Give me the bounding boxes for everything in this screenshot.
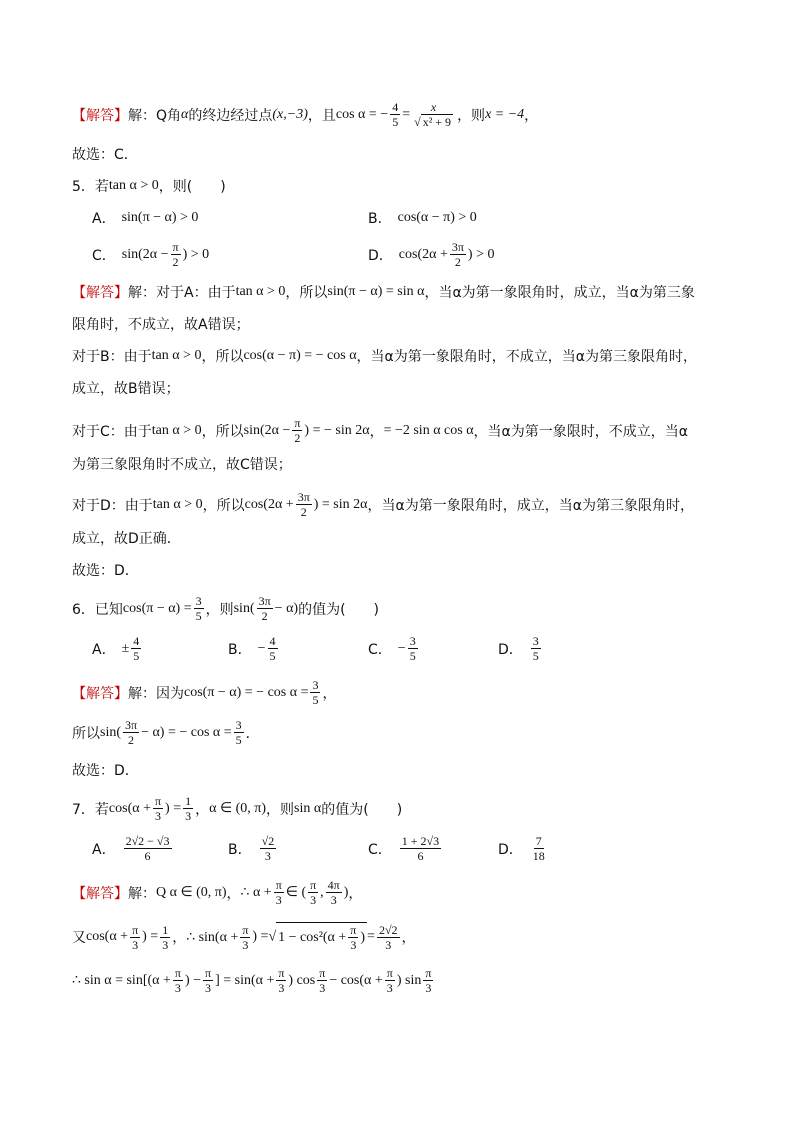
text: 的终边经过点 [188,107,273,124]
numerator: √2 [261,834,275,848]
numerator: π [294,416,301,430]
fraction [348,923,358,952]
denominator: 3 [264,849,271,863]
option-label: B． [228,641,252,658]
option-label: D． [498,841,523,858]
text: ， [172,930,187,946]
denominator: 3 [385,937,392,952]
fraction [450,240,466,269]
math: ∴ sin(α + [186,929,239,945]
fraction [153,794,163,823]
math: cos(α − π) > 0 [397,210,477,225]
denominator: 3 [386,981,393,995]
option-label: C． [92,247,116,264]
text: ，当α为第一象限角时，成立，当α为第三象 [424,285,695,301]
fraction [240,923,250,952]
numerator: π [132,922,139,937]
denominator: 3 [185,809,192,823]
denominator: 3 [275,893,282,907]
text: ， [195,801,210,818]
fraction [124,834,172,863]
text: 解：对于A：由于 [128,285,236,301]
fraction [257,594,273,623]
math: − [397,640,406,656]
numerator: 3π [451,240,464,254]
math: sin α [294,800,322,816]
math: sin(π − α) > 0 [121,210,199,225]
q5-sol-line-5 [72,416,688,445]
q5-stem [72,176,226,196]
math: = −2 sin α cos α [383,422,474,438]
math: ) [343,884,349,900]
denominator: 3 [425,981,432,995]
numerator: π [350,923,357,937]
numerator: 2√2 − √3 [125,834,170,848]
text: 6．已知 [72,601,123,618]
fraction [400,834,441,863]
fraction [423,966,433,995]
fraction [260,834,277,863]
text: ，当α为第一象限角时，成立，当α为第三象限角时， [367,497,694,514]
q6-sol-line-2 [72,718,260,747]
math: cos(α + [86,929,129,944]
q5-sol-line-7 [72,490,694,519]
denominator: 5 [235,733,242,747]
text: ，则 [266,801,295,818]
numerator: π [275,878,282,892]
denominator: 2 [172,255,179,269]
text: ，当α为第一象限时，不成立，当α [473,423,688,440]
q7-sol-line-3 [72,966,435,995]
numerator: π [154,794,162,808]
fraction [296,490,312,519]
math: ) [360,929,366,945]
option-label: A． [92,641,116,658]
text: 对于B：由于 [72,349,152,365]
numerator: 1 [185,794,192,808]
radicand: x² + 9 [422,115,452,129]
denominator: 3 [205,981,212,995]
math: α ∈ (0, π) [209,801,267,816]
denominator: 3 [162,937,169,952]
fraction [385,966,395,995]
math: ) sin [396,972,422,988]
numerator: π [425,966,432,980]
math: − α) = − cos α = [141,724,232,740]
q7-option-d[interactable] [498,834,549,863]
math: tan α > 0 [152,496,203,512]
q5-option-d[interactable] [368,240,494,269]
answer-tag: 【解答】 [72,885,128,902]
q6-stem [72,594,379,623]
numerator: 2√2 [378,922,398,937]
sqrt: √ 1 − cos²(α + $\frac{\pi}{3}$ ) [268,923,366,952]
numerator: 3 [409,634,416,648]
q5-option-c[interactable] [92,240,209,269]
denominator: 2 [300,505,307,519]
numerator: 1 [162,922,169,937]
text: 解： [128,107,156,124]
denominator: 3 [319,981,326,995]
option-label: A． [92,841,116,858]
numerator: 3π [297,490,310,504]
fraction [408,634,418,663]
text: 的值为( ) [321,801,403,818]
q6-option-a[interactable] [92,634,143,663]
denominator: 3 [330,893,337,907]
denominator: 5 [195,609,202,623]
text: ，所以 [201,423,244,440]
denominator: 3 [174,981,181,995]
numerator: π [205,966,212,980]
q5-pick: 故选：D． [72,563,139,579]
text: ． [245,725,260,742]
numerator: 3 [312,678,319,692]
q5-option-b[interactable] [368,208,477,228]
radicand [276,922,367,952]
numerator: π [319,966,326,980]
q5-sol-line-3 [72,346,697,366]
text: ，则( ) [158,179,226,195]
math: cos(π − α) = − cos α = [184,684,309,700]
q7-stem [72,794,402,823]
numerator: 4 [269,634,276,648]
fraction [317,966,327,995]
fraction [326,878,342,907]
math: ) = sin 2α [313,496,368,512]
denominator: 3 [155,809,162,823]
denominator: 3 [132,937,139,952]
text: 5．若 [72,179,109,195]
math: = [402,106,411,122]
text: ，所以 [285,285,328,301]
math: sin(2α − [121,246,169,262]
q6-option-b[interactable] [228,634,280,663]
numerator: 1 + 2√3 [401,834,440,848]
q5-sol-line-8: 成立，故D正确． [72,531,181,547]
q5-sol-line-4: 成立，故B错误； [72,381,180,397]
fraction [276,966,286,995]
q7-sol-line-1 [72,878,362,907]
fraction [412,100,455,129]
answer-tag: 【解答】 [72,107,128,124]
denominator: 2 [454,255,461,269]
math: ) > 0 [467,246,495,262]
q6-sol-line-1 [72,678,336,707]
math: ) cos [288,972,316,988]
text: 解： [128,885,156,902]
q5-sol-line-1 [72,282,695,302]
math: − α) [274,600,299,616]
option-label: C． [368,641,392,658]
fraction [131,634,141,663]
text: ， [226,885,241,902]
text: ，则 [205,601,234,618]
denominator: 5 [133,649,140,663]
q5-sol-line-6: 为第三象限角时不成立，故C错误； [72,457,292,473]
math: ) > 0 [182,246,210,262]
alpha: α [181,106,189,122]
fraction [268,634,278,663]
denominator: 6 [144,849,151,863]
q7-sol-line-2 [72,922,416,952]
fraction [171,240,181,269]
text: Q角 [156,107,182,124]
math: cos(2α + [244,496,294,512]
fraction [390,100,400,129]
math: sin( [233,600,255,616]
numerator: 4 [133,634,140,648]
text: ，则 [457,107,486,124]
fraction [377,923,400,952]
fraction [203,966,213,995]
fraction [308,878,318,907]
text: ，所以 [202,497,245,514]
denominator: 5 [392,115,399,129]
numerator: 3 [532,634,539,648]
math: cos(2α + [398,246,448,262]
math: Q α ∈ (0, π) [156,885,227,900]
math: cos(α + [108,800,151,816]
numerator: 3 [195,594,202,608]
text: ， [348,885,363,902]
fraction [183,794,193,823]
text: ，且 [307,107,336,124]
text: 7．若 [72,801,109,818]
text: 对于D：由于 [72,497,153,514]
math: sin( [100,724,121,740]
denominator: √ x² + 9 [414,115,452,129]
denominator: 18 [532,849,545,863]
fraction [310,678,320,707]
text: 所以 [72,725,100,742]
denominator: 2 [261,609,268,623]
text: 对于C：由于 [72,423,152,440]
denominator: 3 [310,893,317,907]
math: ∴ α + [240,885,272,900]
numerator: 3π [258,594,271,608]
option-label: D． [368,247,393,264]
fraction [173,966,183,995]
q4-solution-line [72,100,538,129]
text: 解：因为 [128,685,184,702]
fraction [123,718,139,747]
q7-option-b[interactable] [228,834,278,863]
denominator: 5 [312,693,319,707]
q7-option-c[interactable] [368,834,443,863]
q6-pick: 故选：D． [72,763,139,779]
numerator: π [242,922,249,937]
text: 又 [72,930,86,946]
text: ， [401,930,416,946]
math: sin(π − α) = sin α [327,284,425,299]
numerator: 7 [535,834,542,848]
denominator: 6 [417,849,424,863]
numerator: π [278,966,285,980]
fraction [194,594,204,623]
denominator: 2 [128,733,135,747]
fraction [292,416,302,445]
math: , [320,884,324,900]
text: ， [322,685,337,702]
denominator: 5 [532,649,539,663]
denominator: 3 [242,937,249,952]
numerator: 3 [235,718,242,732]
math: 1 − cos²(α + [278,929,347,945]
option-label: A． [92,211,116,227]
denominator: 3 [350,938,357,952]
numerator: π [386,966,393,980]
text: ， [524,107,539,124]
option-label: D． [498,641,523,658]
text: ， [369,423,384,440]
math: = [367,929,375,944]
denominator: 2 [294,431,301,445]
denominator: 3 [278,981,285,995]
denominator: 5 [409,649,416,663]
numerator: π [310,878,317,892]
math: ± [121,640,130,656]
math: ∈ ( [285,885,307,900]
numerator: 4π [327,878,340,892]
q6-option-d[interactable] [498,634,543,663]
numerator: 3π [125,718,138,732]
numerator: π [174,966,181,980]
math: tan α > 0 [108,178,159,193]
math: tan α > 0 [235,284,286,299]
denominator: 5 [269,649,276,663]
numerator: 4 [392,100,399,114]
math: (x,−3) [272,106,308,122]
fraction [274,878,284,907]
fraction [531,834,547,863]
text: ，所以 [201,349,244,365]
math: ) = − sin 2α [304,422,370,438]
numerator: π [172,240,179,254]
math: ] = sin(α + [215,972,275,988]
math: cos α = − [335,106,389,122]
math: − [257,640,266,656]
math: tan α > 0 [151,348,202,363]
option-label: B． [368,211,392,227]
text: ，当α为第一象限角时，不成立，当α为第三象限角时， [356,349,697,365]
numerator: x [430,100,437,114]
option-label: B． [228,841,252,858]
math: ) = [142,929,159,944]
text: 的值为( ) [298,601,380,618]
math: ) − [184,972,201,988]
q7-option-a[interactable] [92,834,174,863]
fraction [130,923,140,952]
math: tan α > 0 [151,422,202,438]
q6-option-c[interactable] [368,634,420,663]
option-label: C． [368,841,392,858]
math: ∴ sin α = sin[(α + [72,973,171,988]
fraction [531,634,541,663]
math: cos(π − α) = [122,600,192,616]
q4-pick: 故选：C． [72,147,138,163]
q5-option-a[interactable] [92,208,198,228]
math: cos(α − π) = − cos α [243,348,357,363]
math: − cos(α + [329,972,383,988]
answer-tag: 【解答】 [72,685,128,702]
fraction [234,718,244,747]
math: sin(2α − [243,422,291,438]
answer-tag: 【解答】 [72,285,128,301]
math: ) = [252,929,269,944]
q5-sol-line-2: 限角时，不成立，故A错误； [72,317,250,333]
math: ) = [165,800,182,816]
math: x = −4 [485,106,525,122]
fraction [160,923,170,952]
